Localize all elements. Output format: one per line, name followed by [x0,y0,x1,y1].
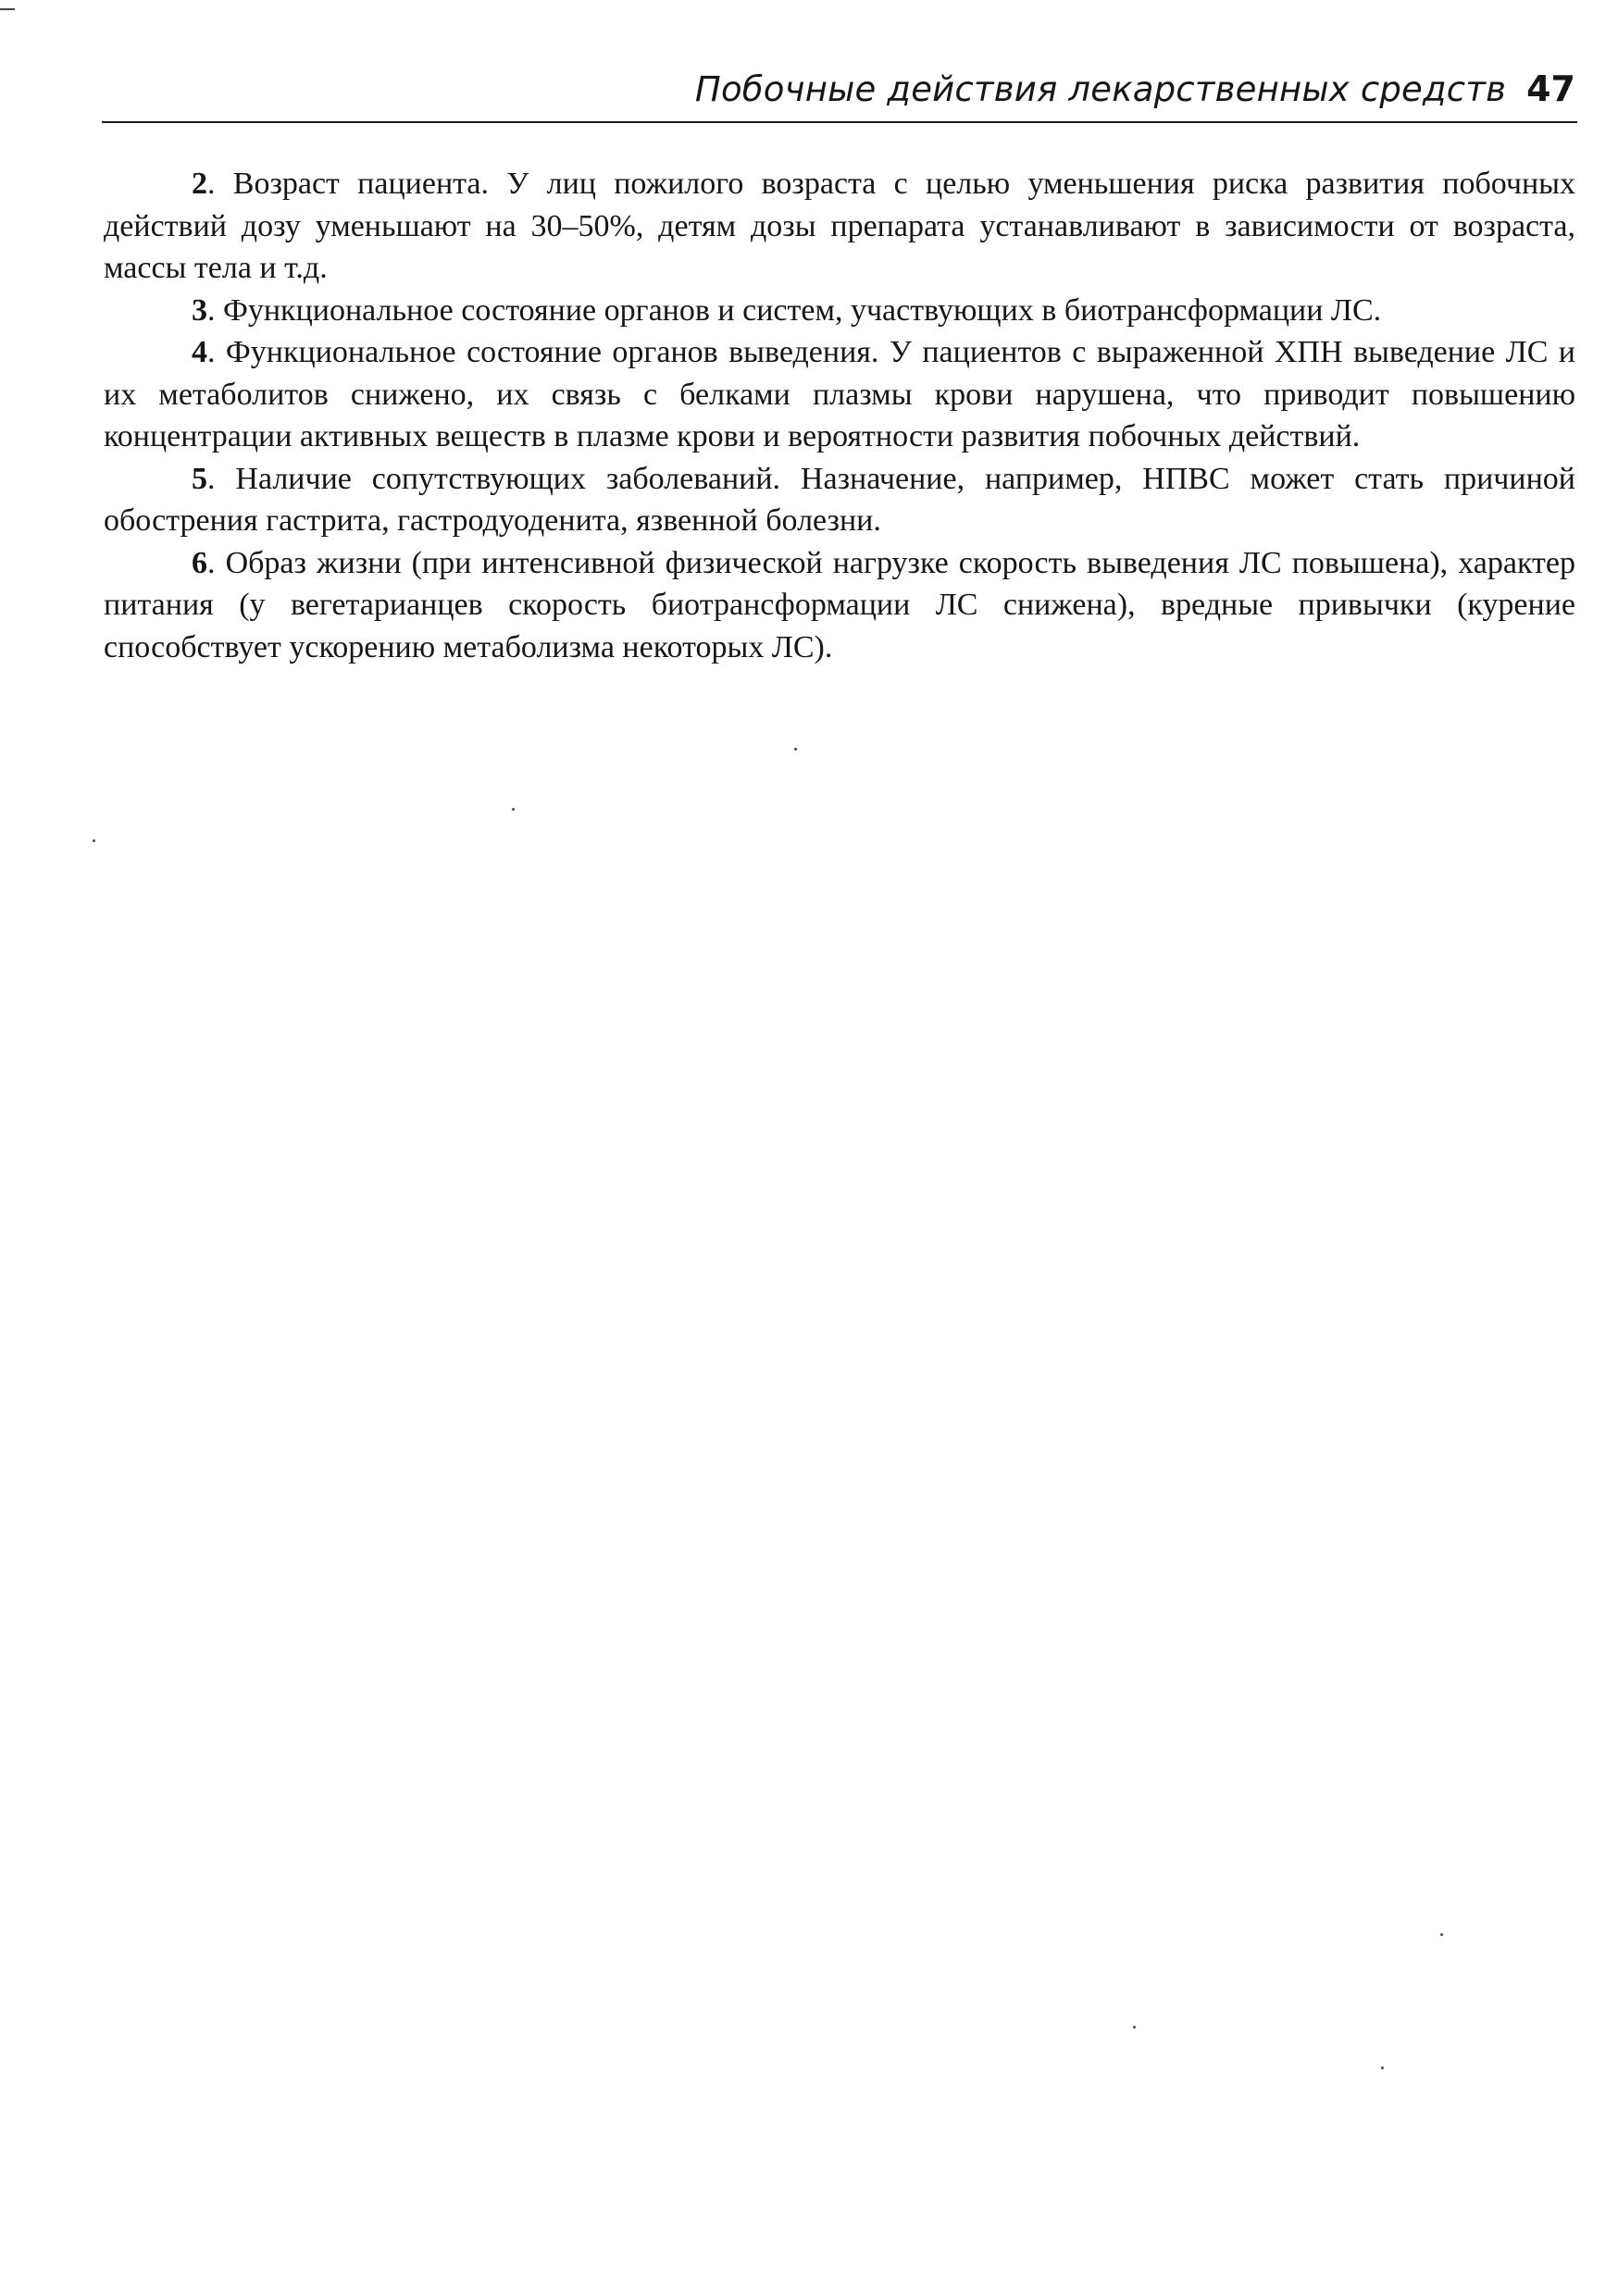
scan-speck [1133,2026,1136,2029]
paragraph-text: . Функциональное состояние органов выведения. У пациентов с выраженной ХПН выведение ЛС и их метаболитов снижено, их связь с белками плазмы крови нарушена, что приводит повышению концентрации активных веществ в плазме крови и вероятности развития побочных действий. [104,335,1575,453]
paragraph-3 [104,290,1575,332]
paragraph-2 [104,163,1575,290]
paragraph-6 [104,542,1575,669]
scan-speck [1381,2066,1384,2069]
body-text [104,163,1575,668]
scan-speck [512,808,515,811]
paragraph-text: . Функциональное состояние органов и систем, участвующих в биотрансформации ЛС. [207,292,1382,328]
scan-speck [93,839,95,842]
paragraph-4 [104,331,1575,458]
paragraph-text: . Наличие сопутствующих заболеваний. Назначение, например, НПВС может стать причиной обострения гастрита, гастродуоденита, язвенной болезни. [104,461,1575,538]
paragraph-5 [104,458,1575,542]
running-head [104,68,1575,124]
page-number: 47 [1526,68,1575,109]
paragraph-text: . Образ жизни (при интенсивной физической нагрузке скорость выведения ЛС повышена), характер питания (у вегетарианцев скорость биотрансформации ЛС снижена), вредные привычки (курение способствует ускорению метаболизма некоторых ЛС). [104,545,1575,664]
paragraph-number: 4 [192,335,207,369]
paragraph-number: 3 [192,292,207,328]
paragraph-number: 2 [192,167,207,201]
paragraph-number: 6 [192,545,207,580]
running-title: Побочные действия лекарственных средств [694,69,1507,109]
paragraph-number: 5 [192,461,207,496]
header-rule [102,121,1577,123]
scan-speck [794,748,797,751]
scan-speck [1440,1933,1443,1936]
paragraph-text: . Возраст пациента. У лиц пожилого возраста с целью уменьшения риска развития побочных действий дозу уменьшают на 30–50%, детям дозы препарата устанавливают в зависимости от возраста, массы тела и т.д. [104,167,1575,285]
scan-corner-mark [0,8,15,10]
